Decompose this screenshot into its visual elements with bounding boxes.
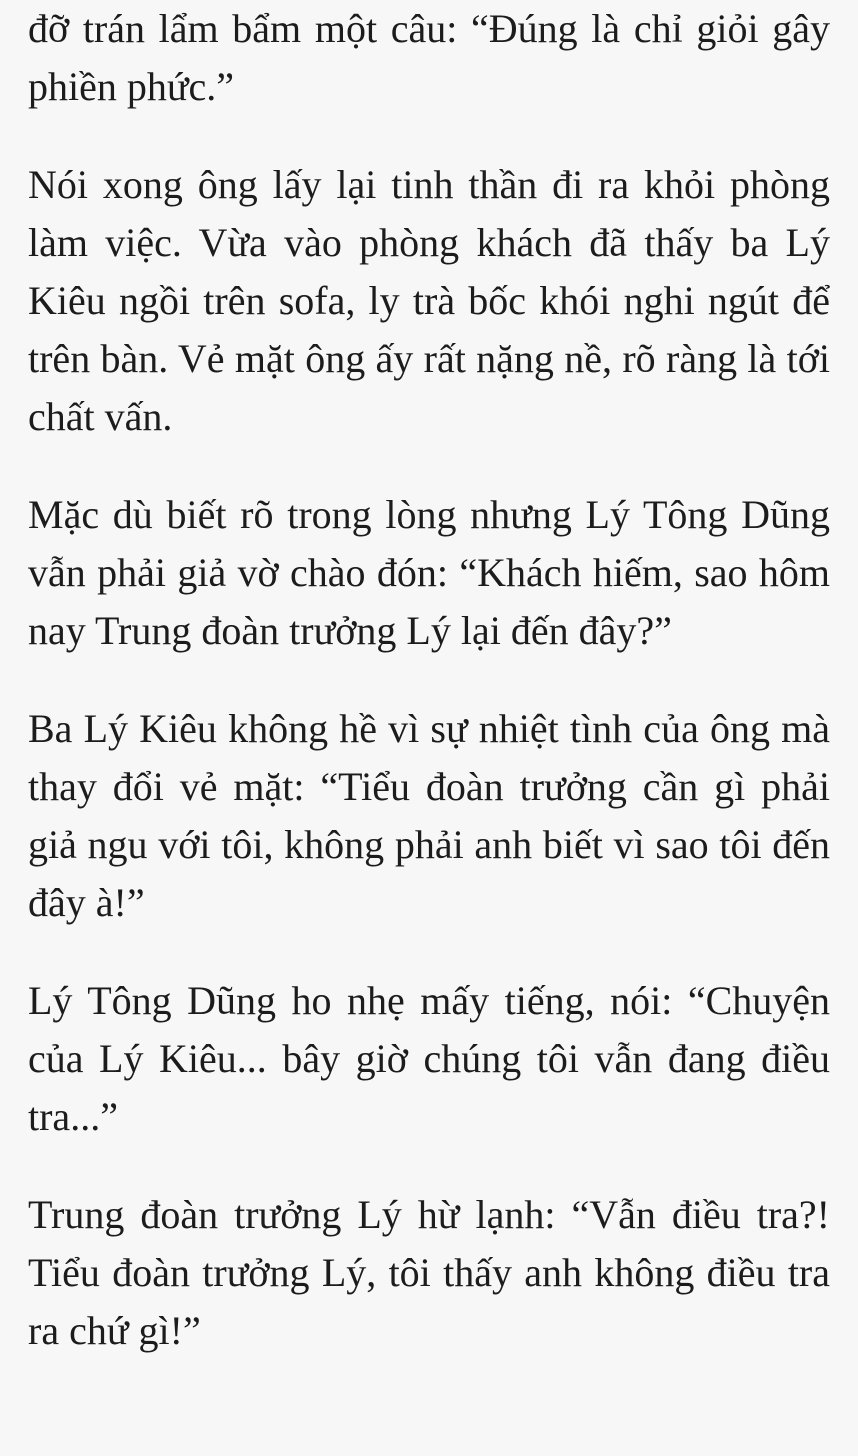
- paragraph: Nói xong ông lấy lại tinh thần đi ra khỏi phòng làm việc. Vừa vào phòng khách đã thấy ba Lý Kiêu ngồi trên sofa, ly trà bốc khói nghi ngút để trên bàn. Vẻ mặt ông ấy rất nặng nề, rõ ràng là tới chất vấn.: [28, 162, 830, 439]
- paragraph: Lý Tông Dũng ho nhẹ mấy tiếng, nói: “Chuyện của Lý Kiêu... bây giờ chúng tôi vẫn đang điều tra...”: [28, 978, 830, 1139]
- paragraph: Ba Lý Kiêu không hề vì sự nhiệt tình của ông mà thay đổi vẻ mặt: “Tiểu đoàn trưởng cần gì phải giả ngu với tôi, không phải anh biết vì sao tôi đến đây à!”: [28, 706, 830, 925]
- paragraph: Mặc dù biết rõ trong lòng nhưng Lý Tông Dũng vẫn phải giả vờ chào đón: “Khách hiếm, sao hôm nay Trung đoàn trưởng Lý lại đến đây?”: [28, 492, 830, 653]
- paragraph: đỡ trán lẩm bẩm một câu: “Đúng là chỉ giỏi gây phiền phức.”: [28, 6, 830, 109]
- paragraph: Trung đoàn trưởng Lý hừ lạnh: “Vẫn điều tra?! Tiểu đoàn trưởng Lý, tôi thấy anh không điều tra ra chứ gì!”: [28, 1192, 830, 1353]
